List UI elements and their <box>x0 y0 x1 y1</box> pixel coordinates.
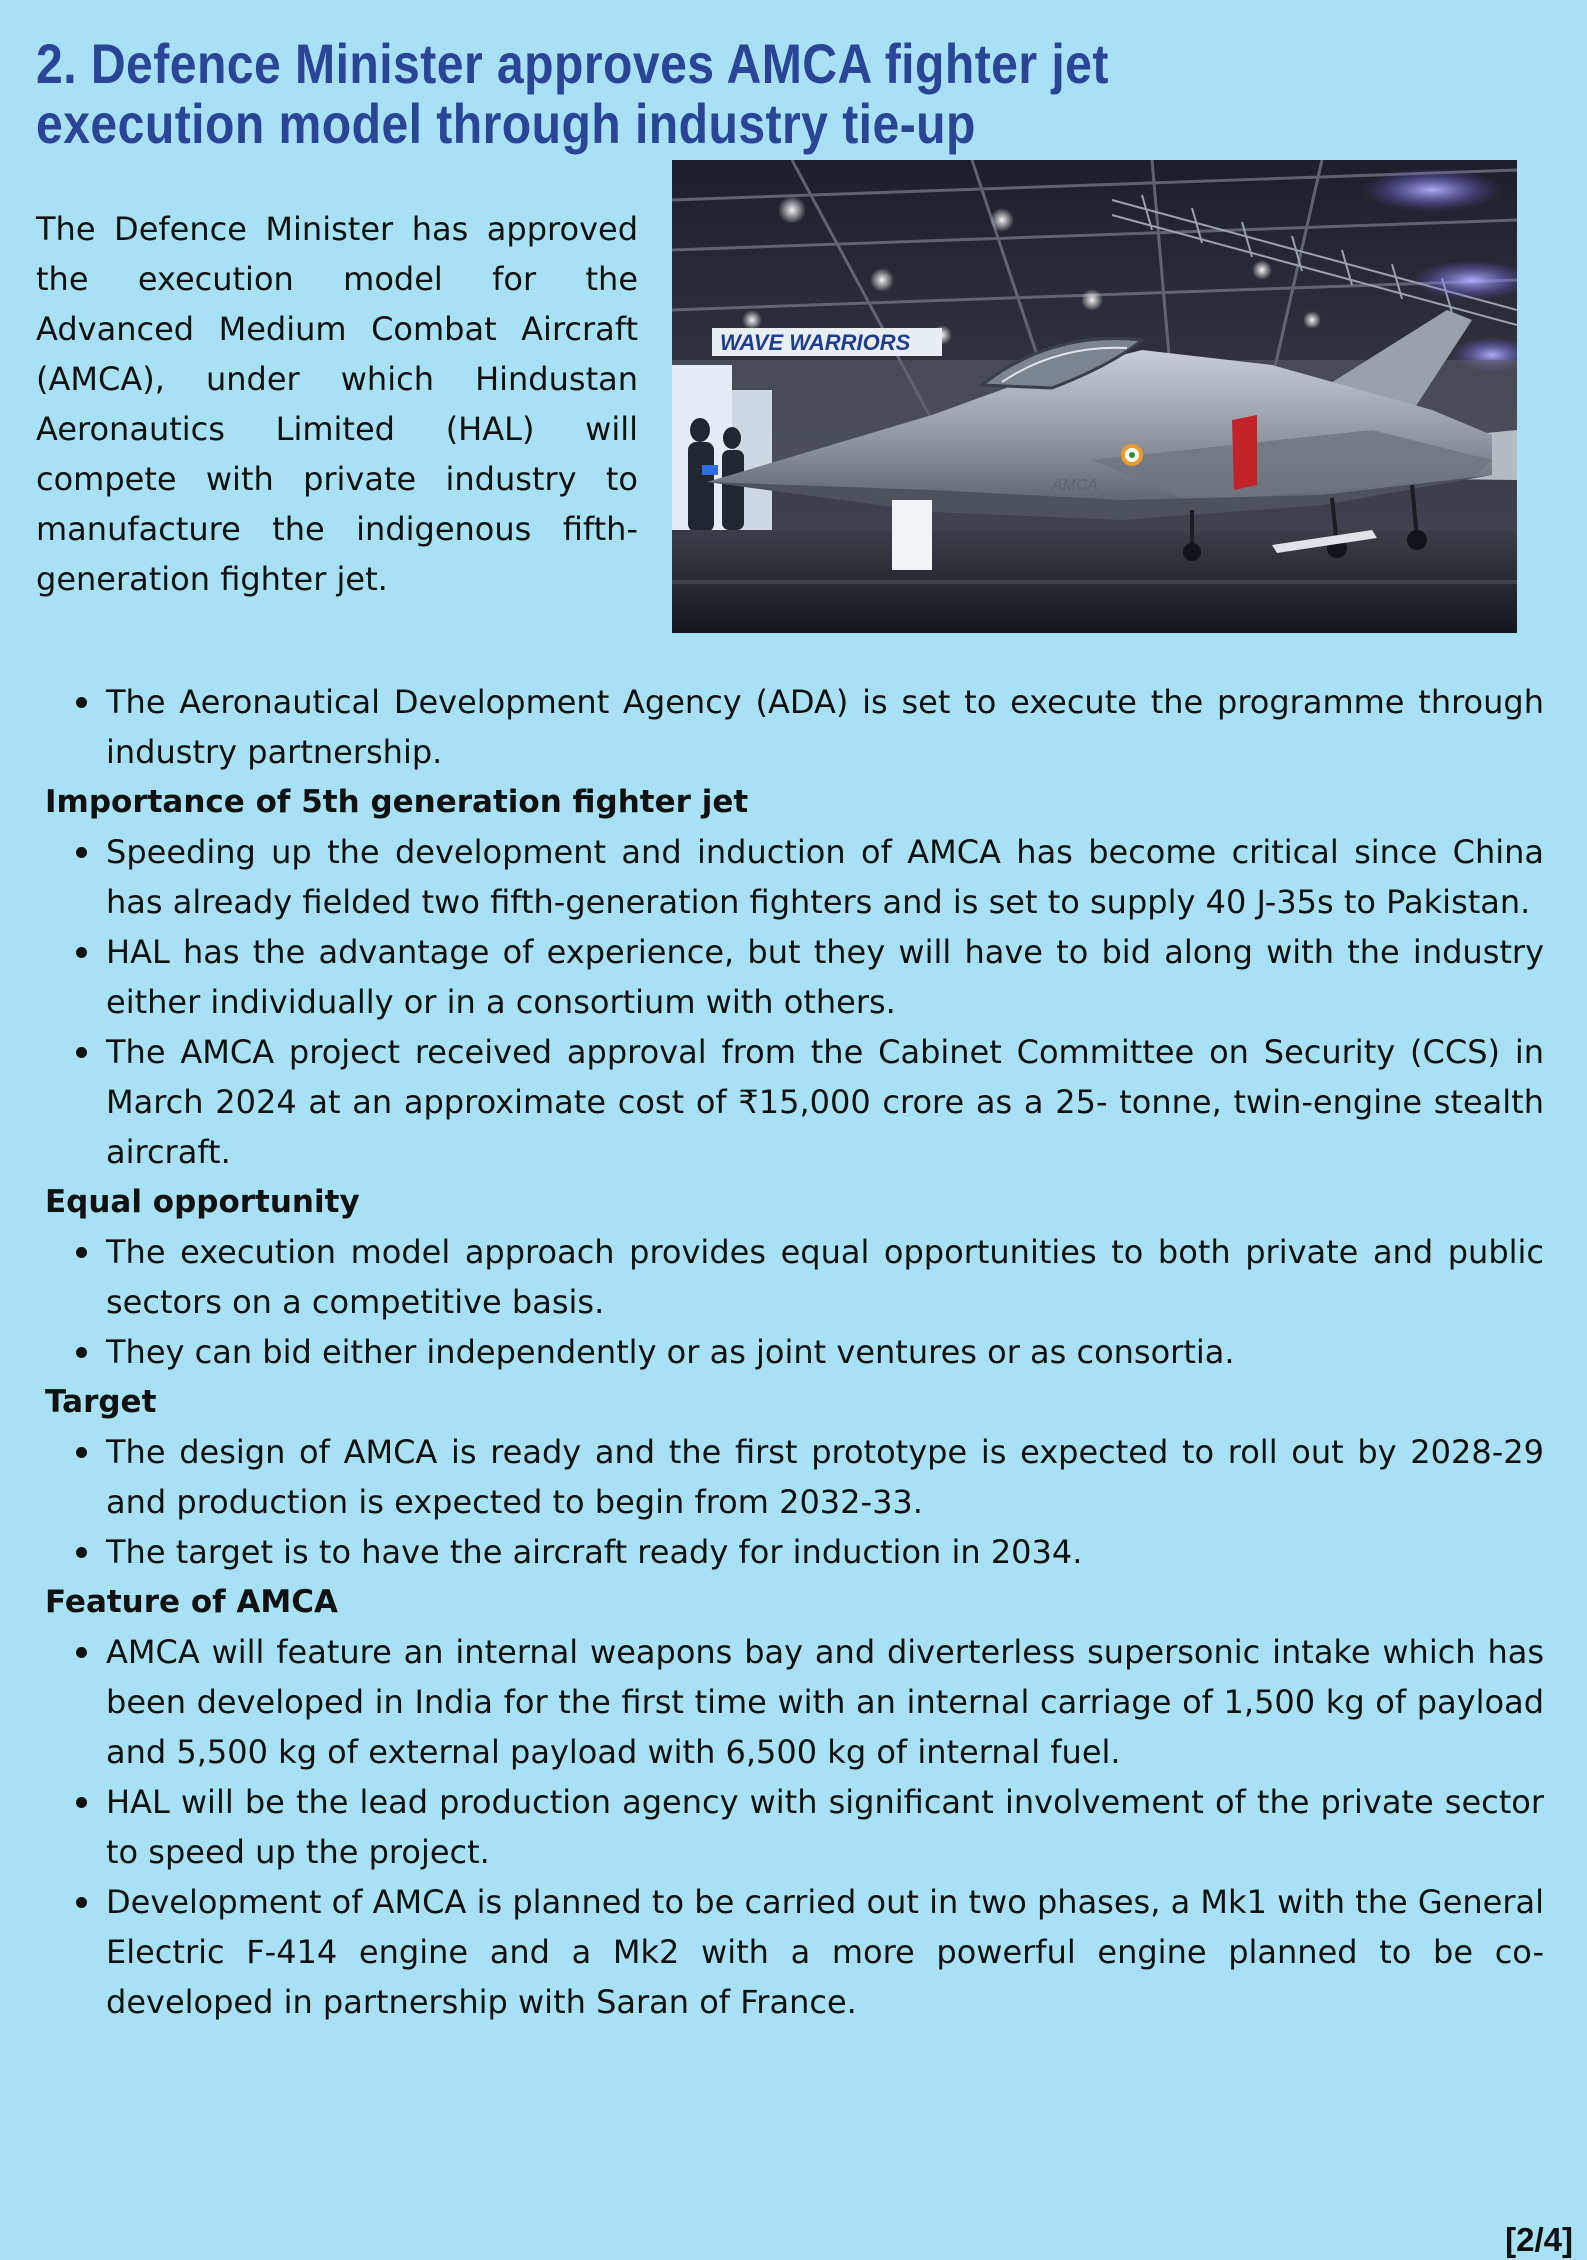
section-heading-equal-opportunity: Equal opportunity <box>45 1184 360 1220</box>
list-item: HAL has the advantage of experience, but they will have to bid along with the industry either individually or in a consortium with others. <box>36 927 1544 1027</box>
list-item: HAL will be the lead production agency with significant involvement of the private sector to speed up the project. <box>36 1777 1544 1877</box>
list-item: The design of AMCA is ready and the first prototype is expected to roll out by 2028-29 and production is expected to begin from 2032-33. <box>36 1427 1544 1527</box>
bullet-list <box>36 677 1544 777</box>
list-item: The execution model approach provides equal opportunities to both private and public sectors on a competitive basis. <box>36 1227 1544 1327</box>
bullet-list <box>36 1627 1544 2027</box>
list-item: Speeding up the development and induction of AMCA has become critical since China has already fielded two fifth-generation fighters and is set to supply 40 J-35s to Pakistan. <box>36 827 1544 927</box>
list-item: The target is to have the aircraft ready for induction in 2034. <box>36 1527 1544 1577</box>
article-title: 2. Defence Minister approves AMCA fighter jet execution model through industry tie-up <box>36 32 1109 155</box>
section-heading-feature: Feature of AMCA <box>45 1584 339 1620</box>
list-item: Development of AMCA is planned to be carried out in two phases, a Mk1 with the General Electric F-414 engine and a Mk2 with a more powerful engine planned to be co-developed in partnership with Saran of France. <box>36 1877 1544 2027</box>
photo-fuselage-text: AMCA <box>1052 477 1099 494</box>
bullet-list <box>36 1227 1544 1377</box>
section-heading-target: Target <box>45 1384 157 1420</box>
intro-paragraph: The Defence Minister has approved the execution model for the Advanced Medium Combat Aircraft (AMCA), under which Hindustan Aeronautics Limited (HAL) will compete with private industry to manufacture the indigenous fifth-generation fighter jet. <box>36 210 638 598</box>
amca-aircraft-photo <box>672 160 1517 633</box>
list-item: The AMCA project received approval from the Cabinet Committee on Security (CCS) in March 2024 at an approximate cost of ₹15,000 crore as a 25- tonne, twin-engine stealth aircraft. <box>36 1027 1544 1177</box>
list-item: They can bid either independently or as joint ventures or as consortia. <box>36 1327 1544 1377</box>
list-item: AMCA will feature an internal weapons bay and diverterless supersonic intake which has been developed in India for the first time with an internal carriage of 1,500 kg of payload and 5,500 kg of external payload with 6,500 kg of internal fuel. <box>36 1627 1544 1777</box>
bullet-list <box>36 1427 1544 1577</box>
section-heading-importance: Importance of 5th generation fighter jet <box>45 784 749 820</box>
bullet-list <box>36 827 1544 1177</box>
page-number: [2/4] <box>1505 2221 1573 2258</box>
photo-banner-text: WAVE WARRIORS <box>720 330 911 355</box>
list-item: The Aeronautical Development Agency (ADA) is set to execute the programme through industry partnership. <box>36 677 1544 777</box>
article-body <box>36 677 1544 2027</box>
